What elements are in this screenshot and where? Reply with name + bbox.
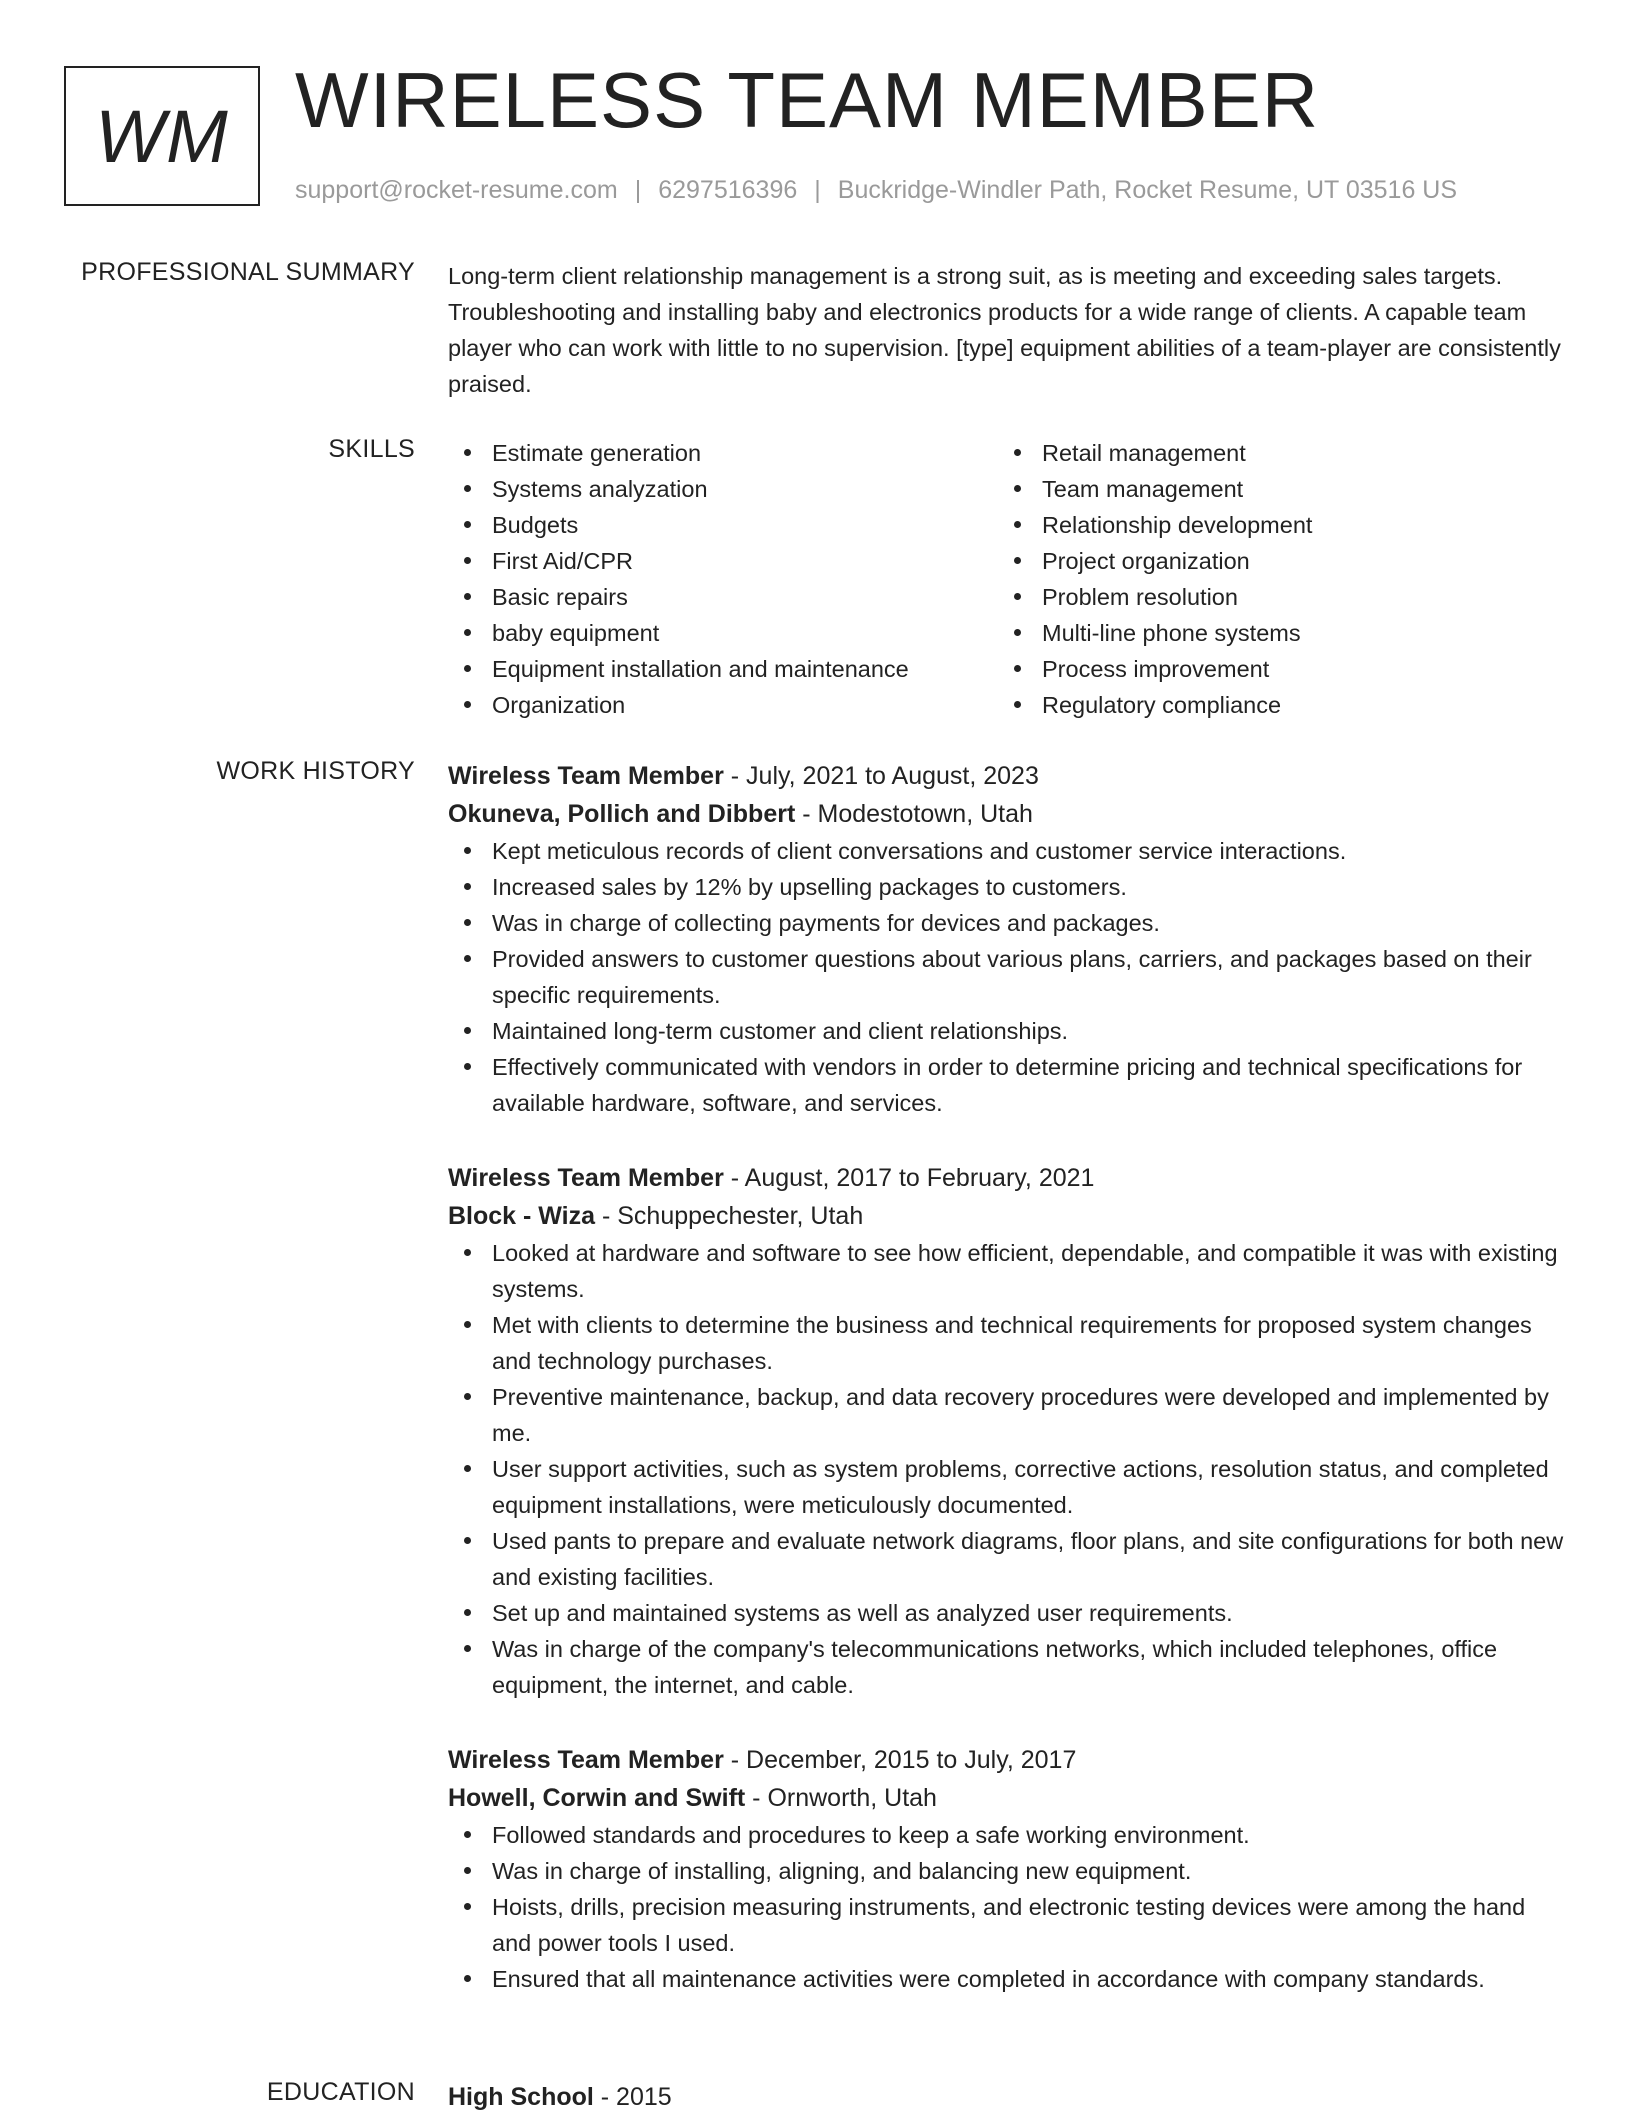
- list-item: Ensured that all maintenance activities were completed in accordance with company standards.: [492, 1961, 1568, 1997]
- job-entry: [448, 1741, 1568, 1997]
- section-heading-education: EDUCATION: [266, 2078, 415, 2106]
- list-item: Used pants to prepare and evaluate network diagrams, floor plans, and site configurations for both new and existing facilities.: [492, 1523, 1568, 1595]
- skills-column-left: [448, 435, 998, 723]
- skills-list-left: [448, 435, 998, 723]
- education-year: - 2015: [593, 2083, 672, 2111]
- list-item: First Aid/CPR: [492, 543, 998, 579]
- list-item: Problem resolution: [1042, 579, 1548, 615]
- monogram-logo: WM: [64, 66, 260, 206]
- job-company: Howell, Corwin and Swift: [448, 1784, 746, 1812]
- list-item: Was in charge of collecting payments for devices and packages.: [492, 905, 1568, 941]
- summary-text: Long-term client relationship management is a strong suit, as is meeting and exceeding sales targets. Troubleshooting and installing baby and electronics products for a wide range of clients. A capable team player who can work with little to no supervision. [type] equipment abilities of a team-player are consistently praised.: [448, 263, 1561, 397]
- contact-phone[interactable]: 6297516396: [658, 176, 798, 204]
- list-item: Was in charge of installing, aligning, and balancing new equipment.: [492, 1853, 1568, 1889]
- contact-line: [295, 176, 1457, 205]
- job-title-line: [448, 757, 1568, 795]
- job-company: Okuneva, Pollich and Dibbert: [448, 800, 796, 828]
- list-item: Multi-line phone systems: [1042, 615, 1548, 651]
- work-history-body: [448, 757, 1568, 2035]
- list-item: Regulatory compliance: [1042, 687, 1548, 723]
- skills-body: [448, 435, 1568, 723]
- list-item: Retail management: [1042, 435, 1548, 471]
- job-entry: [448, 1159, 1568, 1703]
- job-dates: - December, 2015 to July, 2017: [723, 1746, 1077, 1774]
- list-item: Basic repairs: [492, 579, 998, 615]
- list-item: Was in charge of the company's telecommunications networks, which included telephones, office equipment, the internet, and cable.: [492, 1631, 1568, 1703]
- job-company-line: [448, 1197, 1568, 1235]
- resume-name: WIRELESS TEAM MEMBER: [295, 56, 1320, 144]
- list-item: Equipment installation and maintenance: [492, 651, 998, 687]
- education-body: [448, 2078, 1568, 2116]
- job-dates: - August, 2017 to February, 2021: [723, 1164, 1095, 1192]
- section-heading-skills: SKILLS: [328, 435, 415, 463]
- skills-column-right: [998, 435, 1548, 723]
- list-item: Preventive maintenance, backup, and data recovery procedures were developed and implemented by me.: [492, 1379, 1568, 1451]
- resume-header: [64, 56, 1568, 214]
- list-item: Effectively communicated with vendors in order to determine pricing and technical specifications for available hardware, software, and services.: [492, 1049, 1568, 1121]
- job-bullet-list: [448, 833, 1568, 1121]
- job-title-line: [448, 1741, 1568, 1779]
- list-item: Set up and maintained systems as well as analyzed user requirements.: [492, 1595, 1568, 1631]
- list-item: Looked at hardware and software to see how efficient, dependable, and compatible it was with existing systems.: [492, 1235, 1568, 1307]
- list-item: Provided answers to customer questions about various plans, carriers, and packages based on their specific requirements.: [492, 941, 1568, 1013]
- job-location: - Schuppechester, Utah: [595, 1202, 864, 1230]
- section-heading-summary: PROFESSIONAL SUMMARY: [81, 258, 415, 286]
- list-item: Maintained long-term customer and client relationships.: [492, 1013, 1568, 1049]
- contact-address: Buckridge-Windler Path, Rocket Resume, UT 03516 US: [837, 176, 1458, 204]
- section-heading-work-history: WORK HISTORY: [216, 757, 415, 785]
- list-item: Process improvement: [1042, 651, 1548, 687]
- list-item: Relationship development: [1042, 507, 1548, 543]
- list-item: Team management: [1042, 471, 1548, 507]
- list-item: Project organization: [1042, 543, 1548, 579]
- skills-list-right: [998, 435, 1548, 723]
- list-item: Systems analyzation: [492, 471, 998, 507]
- list-item: baby equipment: [492, 615, 998, 651]
- job-title: Wireless Team Member: [448, 762, 724, 790]
- summary-body: [448, 258, 1568, 402]
- job-company-line: [448, 795, 1568, 833]
- contact-email[interactable]: support@rocket-resume.com: [295, 176, 618, 204]
- list-item: User support activities, such as system problems, corrective actions, resolution status, and completed equipment installations, were meticulously documented.: [492, 1451, 1568, 1523]
- list-item: Kept meticulous records of client conversations and customer service interactions.: [492, 833, 1568, 869]
- contact-separator: |: [814, 176, 821, 204]
- job-title-line: [448, 1159, 1568, 1197]
- job-company: Block - Wiza: [448, 1202, 596, 1230]
- list-item: Increased sales by 12% by upselling packages to customers.: [492, 869, 1568, 905]
- job-company-line: [448, 1779, 1568, 1817]
- education-degree: High School: [448, 2083, 594, 2111]
- list-item: Hoists, drills, precision measuring instruments, and electronic testing devices were among the hand and power tools I used.: [492, 1889, 1568, 1961]
- education-entry: [448, 2078, 1568, 2116]
- job-entry: [448, 757, 1568, 1121]
- job-location: - Ornworth, Utah: [745, 1784, 937, 1812]
- job-location: - Modestotown, Utah: [795, 800, 1033, 828]
- job-bullet-list: [448, 1817, 1568, 1997]
- job-title: Wireless Team Member: [448, 1746, 724, 1774]
- job-dates: - July, 2021 to August, 2023: [723, 762, 1039, 790]
- job-bullet-list: [448, 1235, 1568, 1703]
- contact-separator: |: [634, 176, 642, 204]
- list-item: Followed standards and procedures to keep a safe working environment.: [492, 1817, 1568, 1853]
- list-item: Budgets: [492, 507, 998, 543]
- list-item: Met with clients to determine the business and technical requirements for proposed system changes and technology purchases.: [492, 1307, 1568, 1379]
- job-title: Wireless Team Member: [448, 1164, 724, 1192]
- list-item: Estimate generation: [492, 435, 998, 471]
- list-item: Organization: [492, 687, 998, 723]
